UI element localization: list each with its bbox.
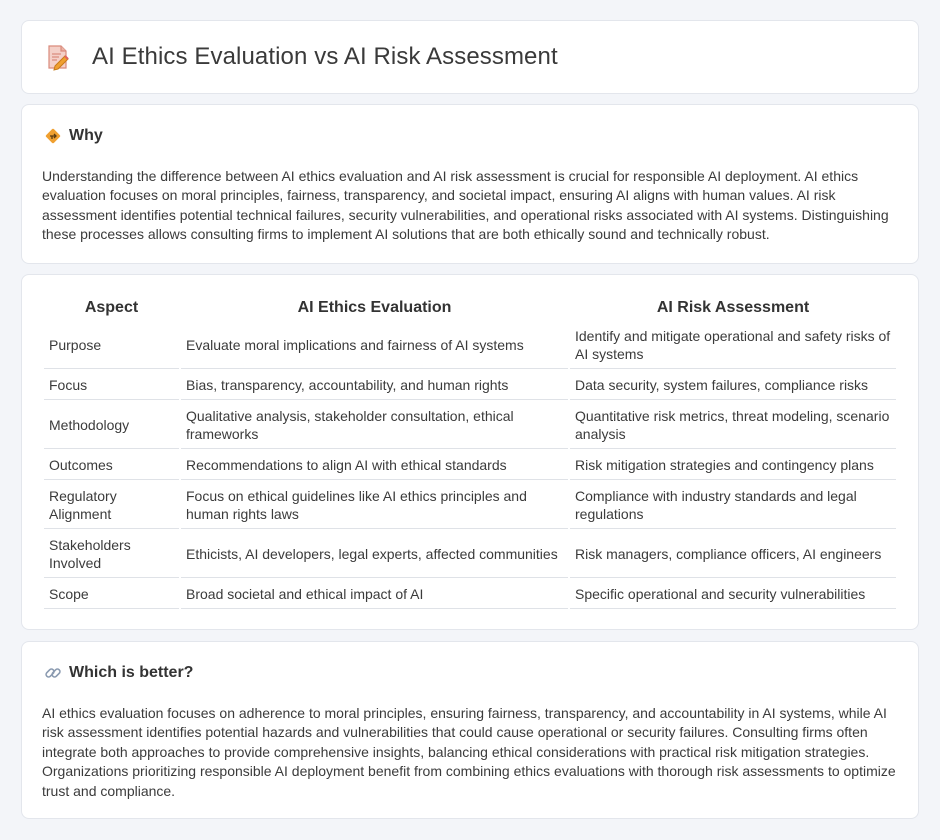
comparison-table xyxy=(42,295,898,609)
ethics-cell: Evaluate moral implications and fairness of AI systems xyxy=(181,320,568,369)
aspect-cell: Purpose xyxy=(44,320,179,369)
table-row xyxy=(44,320,896,369)
column-header-risk: AI Risk Assessment xyxy=(656,299,810,316)
risk-cell: Risk managers, compliance officers, AI engineers xyxy=(570,529,896,578)
column-header-aspect: Aspect xyxy=(84,299,139,316)
aspect-cell: Scope xyxy=(44,578,179,609)
risk-cell: Identify and mitigate operational and safety risks of AI systems xyxy=(570,320,896,369)
why-heading: Why xyxy=(69,127,103,144)
better-heading: Which is better? xyxy=(69,664,194,681)
aspect-cell: Focus xyxy=(44,369,179,400)
risk-cell: Compliance with industry standards and legal regulations xyxy=(570,480,896,529)
aspect-cell: Outcomes xyxy=(44,449,179,480)
which-is-better-section xyxy=(21,641,919,819)
table-row xyxy=(44,400,896,449)
better-text: AI ethics evaluation focuses on adherence to moral principles, ensuring fairness, transparency, and accountability in AI systems, while AI risk assessment identifies potential hazards and vulnerabilities that could cause operational or security failures. Consulting firms often integrate both approaches to provide comprehensive insights, balancing ethical considerations with practical risk mitigation strategies. Organizations prioritizing responsible AI deployment benefit from combining ethics evaluations with thorough risk assessments to optimize trust and compliance. xyxy=(42,705,896,799)
aspect-cell: Regulatory Alignment xyxy=(44,480,179,529)
table-row xyxy=(44,449,896,480)
table-row xyxy=(44,529,896,578)
column-header-ethics: AI Ethics Evaluation xyxy=(297,299,452,316)
link-icon xyxy=(44,664,62,682)
page-title: AI Ethics Evaluation vs AI Risk Assessment xyxy=(92,43,558,70)
table-row xyxy=(44,369,896,400)
document-edit-icon xyxy=(46,43,70,71)
risk-cell: Data security, system failures, compliance risks xyxy=(570,369,896,400)
risk-cell: Specific operational and security vulnerabilities xyxy=(570,578,896,609)
why-text: Understanding the difference between AI ethics evaluation and AI risk assessment is crucial for responsible AI deployment. AI ethics evaluation focuses on moral principles, fairness, transparency, and societal impact, ensuring AI aligns with human values. AI risk assessment identifies potential technical failures, security vulnerabilities, and operational risks associated with AI systems. Distinguishing these processes allows consulting firms to implement AI solutions that are both ethically sound and technically robust. xyxy=(42,168,889,243)
why-section xyxy=(21,104,919,264)
better-heading-row xyxy=(44,664,193,682)
comparison-section xyxy=(21,274,919,630)
risk-cell: Quantitative risk metrics, threat modeling, scenario analysis xyxy=(570,400,896,449)
aspect-cell: Methodology xyxy=(44,400,179,449)
title-card xyxy=(21,20,919,94)
title-row xyxy=(46,43,558,71)
ethics-cell: Ethicists, AI developers, legal experts, affected communities xyxy=(181,529,568,578)
table-header-row xyxy=(44,295,896,320)
table-row xyxy=(44,578,896,609)
aspect-cell: Stakeholders Involved xyxy=(44,529,179,578)
ethics-cell: Broad societal and ethical impact of AI xyxy=(181,578,568,609)
why-heading-row xyxy=(44,127,103,145)
road-sign-icon xyxy=(44,127,62,145)
ethics-cell: Bias, transparency, accountability, and human rights xyxy=(181,369,568,400)
risk-cell: Risk mitigation strategies and contingency plans xyxy=(570,449,896,480)
ethics-cell: Focus on ethical guidelines like AI ethics principles and human rights laws xyxy=(181,480,568,529)
ethics-cell: Qualitative analysis, stakeholder consultation, ethical frameworks xyxy=(181,400,568,449)
table-row xyxy=(44,480,896,529)
ethics-cell: Recommendations to align AI with ethical standards xyxy=(181,449,568,480)
